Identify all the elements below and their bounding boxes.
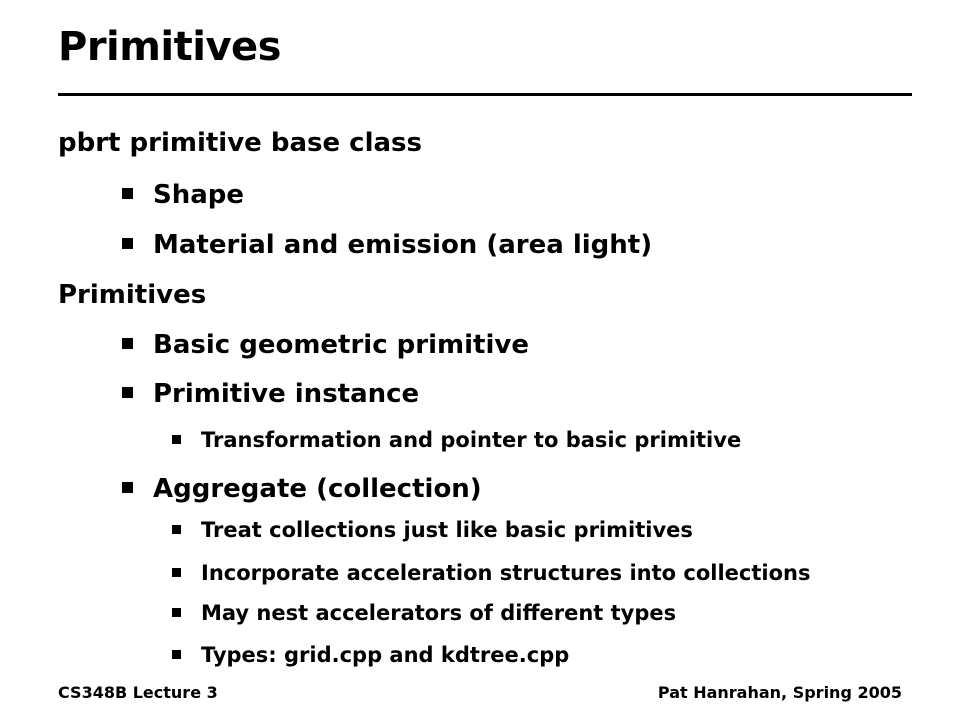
sub-bullet-item (172, 518, 693, 542)
sub-bullet-item (172, 561, 810, 585)
bullet-text: Primitive instance (153, 379, 420, 409)
sub-bullet-text: Types: grid.cpp and kdtree.cpp (201, 643, 570, 667)
sub-bullet-text: Incorporate acceleration structures into collections (201, 561, 811, 585)
sub-bullet-text: Treat collections just like basic primitives (201, 518, 693, 542)
footer-author: Pat Hanrahan, Spring 2005 (657, 683, 902, 702)
bullet-item (122, 379, 419, 409)
footer-course: CS348B Lecture 3 (58, 683, 218, 702)
square-bullet-icon (122, 387, 133, 398)
bullet-text: Material and emission (area light) (153, 230, 653, 260)
bullet-item (122, 474, 482, 504)
square-bullet-icon (122, 188, 133, 199)
square-bullet-icon (122, 482, 133, 493)
bullet-item (122, 180, 244, 210)
sub-bullet-item (172, 643, 569, 667)
bullet-item (122, 230, 652, 260)
sub-bullet-item (172, 601, 676, 625)
square-bullet-icon (122, 338, 133, 349)
section-heading: pbrt primitive base class (58, 128, 422, 158)
title-underline (58, 93, 912, 96)
square-bullet-icon (172, 525, 181, 534)
square-bullet-icon (172, 650, 181, 659)
bullet-text: Aggregate (collection) (153, 474, 482, 504)
bullet-item (122, 330, 529, 360)
square-bullet-icon (122, 238, 133, 249)
slide-title: Primitives (58, 24, 281, 70)
sub-bullet-item (172, 428, 741, 452)
bullet-text: Shape (153, 180, 245, 210)
square-bullet-icon (172, 435, 181, 444)
section-heading: Primitives (58, 280, 207, 310)
square-bullet-icon (172, 568, 181, 577)
sub-bullet-text: Transformation and pointer to basic primitive (201, 428, 742, 452)
square-bullet-icon (172, 608, 181, 617)
sub-bullet-text: May nest accelerators of different types (201, 601, 677, 625)
bullet-text: Basic geometric primitive (153, 330, 529, 360)
